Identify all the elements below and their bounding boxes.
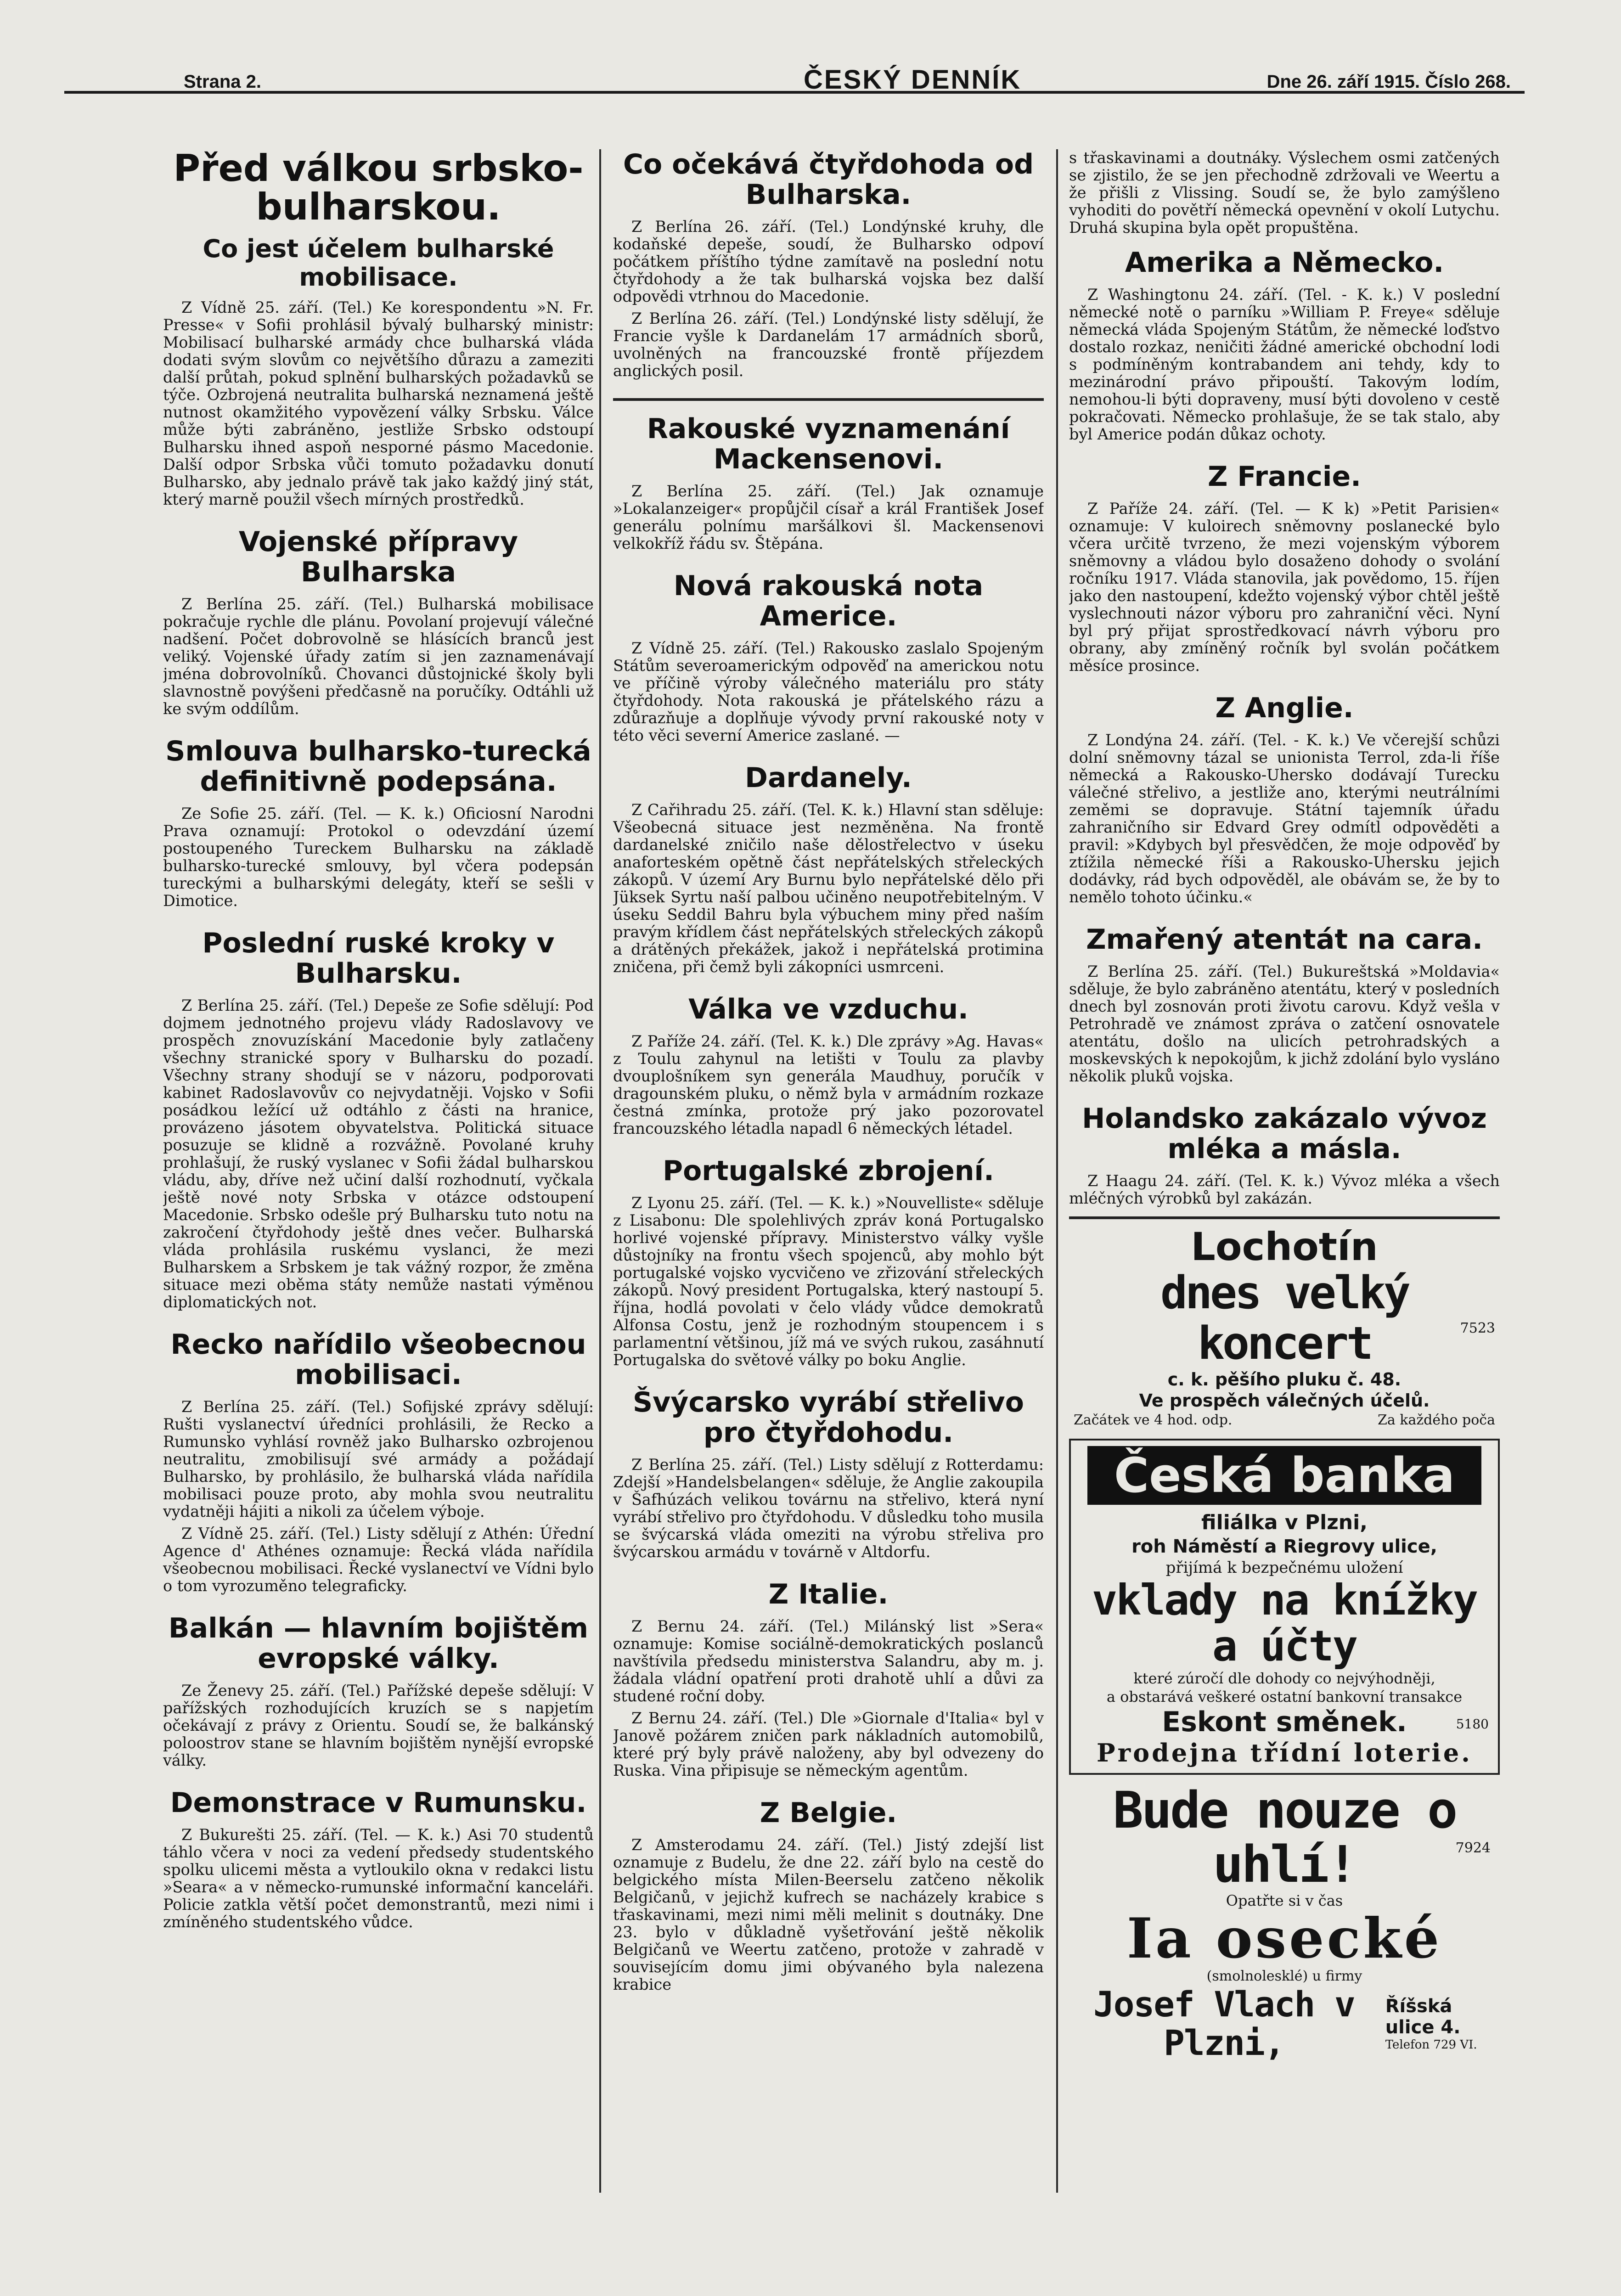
article bbox=[163, 1613, 594, 1769]
ad-firm-row bbox=[1069, 1985, 1500, 2062]
article-body: Z Bernu 24. září. (Tel.) Dle »Giornale d'Italia« byl v Janově požárem zničen park nákladních automobilů, které prý byly právě naloženy, aby byl odvezeny do Ruska. Vina připisuje se německým agentům. bbox=[613, 1709, 1044, 1779]
article bbox=[613, 571, 1044, 744]
article-headline: Švýcarsko vyrábí střelivo pro čtyřdohodu. bbox=[632, 1386, 1024, 1449]
article bbox=[1069, 461, 1500, 675]
article bbox=[613, 763, 1044, 976]
article bbox=[163, 1788, 594, 1931]
article bbox=[1069, 248, 1500, 443]
article-body: Ze Sofie 25. září. (Tel. — K. k.) Oficiosní Narodni Prava oznamují: Protokol o odevzdání území postoupeného Tureckem Bulharsku na základě bulharsko-turecké smlouvy, byl včera podepsán tureckými a bulharskými delegáty, kteří se sešli v Dimotice. bbox=[163, 805, 594, 910]
article-body: Ze Ženevy 25. září. (Tel.) Pařížské depeše sdělují: V pařížských rozhodujících kruzích se s napjetím očekávají z právy z Orientu. Soudí se, že balkánský poloostrov stane se hlavním bojištěm nynější evropské války. bbox=[163, 1682, 594, 1769]
article-body: Z Cařihradu 25. září. (Tel. K. k.) Hlavní stan sděluje: Všeobecná situace jest nezměněna. Na frontě dardanelské zničilo naše dělostřelectvo v úseku anaforteském opětně část nepřátelských střeleckých zákopů. V území Ary Burnu bylo nepřátelské dělo při Jüksek Syrtu naší palbou učiněno neupotřebitelným. V úseku Seddil Bahru byla výbuchem miny před naším pravým křídlem část nepřátelských střeleckých zákopů a drátěných překážek, jakož i nepřátelská protimina zničena, při čemž byli zákopníci usmrceni. bbox=[613, 801, 1044, 976]
ad-title: Česká banka bbox=[1087, 1446, 1481, 1505]
article-body: Z Berlína 25. září. (Tel.) Sofijské zprávy sdělují: Rušti vyslanectví úředníci prohlásili, že Recko a Rumunsko vyhlásí rovněž jako Bulharsko ozbrojenou neutralitu, zmobilisují své armády a požádají Bulharsko, by prohlásilo, že bulharská vláda nařídila mobilisaci pouze proto, aby mohla svou neutralitu vydatněji hájiti a nikoli za účelem výboje. bbox=[163, 1398, 594, 1520]
article-body: Z Bernu 24. září. (Tel.) Milánský list »Sera« oznamuje: Komise sociálně-demokratických poslanců navštívila předsedu ministerstva Salandru, aby m. j. žádala vládní opatření proti drahotě uhlí a důvi za studené roční doby. bbox=[613, 1617, 1044, 1705]
article-headline: Co očekává čtyřdohoda od Bulharska. bbox=[623, 149, 1034, 211]
ad-buy: Opatřte si v čas bbox=[1226, 1892, 1343, 1909]
article-subheadline: Co jest účelem bulharské mobilisace. bbox=[203, 234, 554, 292]
issue-date: Dne 26. září 1915. Číslo 268. bbox=[1266, 72, 1511, 92]
article-headline: Balkán — hlavním bojištěm evropské války. bbox=[168, 1612, 589, 1675]
article bbox=[613, 414, 1044, 552]
ad-headline: vklady na knížky a účty bbox=[1092, 1576, 1477, 1671]
article-body: Z Washingtonu 24. září. (Tel. - K. k.) V poslední německé notě o parníku »William P. Freye« sděluje německá vláda Spojeným Státům, že německé loďstvo dostalo rozkaz, neničiti žádné americké obchodní lodi s podmíněným kontrabandem ani tehdy, kdy to mezinárodní právo připouští. Takovým lodím, nemohou-li býti dopraveny, musí býti dovoleno v cestě pokračovati. Německo prohlašuje, že se tak stalo, aby byl Americe podán důkaz ochoty. bbox=[1069, 286, 1500, 443]
article-headline: Zmařený atentát na cara. bbox=[1086, 923, 1483, 956]
column-rule bbox=[1056, 149, 1058, 2193]
advertisement-concert bbox=[1069, 1226, 1500, 1429]
article-headline: Demonstrace v Rumunsku. bbox=[170, 1787, 587, 1819]
ad-rate: které zúročí dle dohody co nejvýhodněji, bbox=[1133, 1670, 1435, 1687]
column-1 bbox=[163, 149, 594, 2193]
column-rule bbox=[599, 149, 601, 2193]
article-body: Z Haagu 24. září. (Tel. K. k.) Vývoz mléka a všech mléčných výrobků byl zakázán. bbox=[1069, 1172, 1500, 1207]
article-headline: Dardanely. bbox=[745, 762, 912, 794]
ad-address: roh Náměstí a Riegrovy ulice, bbox=[1131, 1536, 1437, 1557]
article-headline: Holandsko zakázalo vývoz mléka a másla. bbox=[1082, 1103, 1487, 1165]
article-body: s třaskavinami a doutnáky. Výslechem osmi zatčených se zjistilo, že se jen přechodně zdržovali ve Weertu a že přišli z Vlissing. Soudí se, že bylo zamýšleno vyhoditi do povětří německá opevnění v okolí Lutychu. Druhá skupina byla opět propuštěna. bbox=[1069, 149, 1500, 236]
article bbox=[163, 928, 594, 1311]
article bbox=[163, 736, 594, 910]
article-headline: Z Belgie. bbox=[760, 1797, 897, 1829]
article-body: Z Vídně 25. září. (Tel.) Listy sdělují z Athén: Úřední Agence d' Athénes oznamuje: Řecká vláda nařídila všeobecnou mobilisaci. Řecké vyslanectví ve Vídni bylo o tom vyrozuměno telegraficky. bbox=[163, 1525, 594, 1595]
masthead bbox=[64, 36, 1525, 94]
ad-contact bbox=[1385, 1996, 1500, 2052]
article-headline: Z Francie. bbox=[1208, 461, 1361, 493]
article-body: Z Bukurešti 25. září. (Tel. — K. k.) Asi 70 studentů táhlo včera v noci za vedení předsedy studentského spolku ulicemi města a vytloukilo okna v redakci listu »Seara« a v německo-rumunské informační kanceláři. Policie zatkla větší počet demonstrantů, mezi nimi i zmíněného studentského vůdce. bbox=[163, 1826, 594, 1931]
article bbox=[613, 1579, 1044, 1779]
ad-number: 7924 bbox=[1455, 1840, 1491, 1856]
ad-firm: Josef Vlach v Plzni, bbox=[1093, 1984, 1355, 2063]
article-headline: Amerika a Německo. bbox=[1125, 247, 1444, 279]
ad-number: 5180 bbox=[1456, 1716, 1489, 1732]
newspaper-title: ČESKÝ DENNÍK bbox=[804, 65, 1022, 95]
ad-title: Lochotín bbox=[1191, 1224, 1378, 1269]
ad-product: Ia osecké bbox=[1126, 1906, 1442, 1971]
article bbox=[1069, 693, 1500, 906]
ad-transactions: a obstarává veškeré ostatní bankovní transakce bbox=[1106, 1688, 1463, 1705]
ad-lottery: Prodejna třídní loterie. bbox=[1097, 1738, 1472, 1767]
advertisement-bank bbox=[1069, 1439, 1500, 1775]
column-3 bbox=[1069, 149, 1500, 2193]
column-2 bbox=[613, 149, 1044, 2193]
article-headline: Poslední ruské kroky v Bulharsku. bbox=[202, 927, 555, 990]
article-headline: Vojenské přípravy Bulharska bbox=[238, 526, 518, 588]
article bbox=[163, 149, 594, 508]
ad-price: Za každého poča bbox=[1378, 1412, 1495, 1428]
page-number: Strana 2. bbox=[184, 72, 261, 92]
article-headline: Válka ve vzduchu. bbox=[688, 993, 968, 1025]
ad-headline: dnes velký koncert bbox=[1160, 1267, 1408, 1370]
article-headline: Portugalské zbrojení. bbox=[663, 1155, 994, 1187]
article bbox=[1069, 149, 1500, 236]
article bbox=[613, 1387, 1044, 1561]
article-body: Z Berlína 26. září. (Tel.) Londýnské kruhy, dle kodaňské depeše, soudí, že Bulharsko odpoví počátkem příštího týdne zamítavě na poslední notu čtyřdohody a že tak bulharská vojska bez další odpovědi vtrhnou do Macedonie. bbox=[613, 218, 1044, 305]
section-divider bbox=[1069, 1216, 1500, 1219]
article-body: Z Amsterodamu 24. září. (Tel.) Jistý zdejší list oznamuje z Budelu, že dne 22. září bylo na cestě do belgického místa Milen-Beerselu zatčeno několik Belgičanů, v jejichž kufrech se nacházely krabice s třaskavinami, mezi nimi měli melinit s doutnáky. Dne 23. bylo v důkladně vyšetřování ještě několik Belgičanů ve Weertu zatčeno, protože v zahradě v souvisejícím domu jimi obývaného byla nalezena krabice bbox=[613, 1836, 1044, 1993]
article-headline: Smlouva bulharsko-turecká definitivně podepsána. bbox=[165, 735, 591, 798]
article-body: Z Paříže 24. září. (Tel. — K k) »Petit Parisien« oznamuje: V kuloirech sněmovny poslanecké bylo včera určitě tvrzeno, že mezi vojenským výborem sněmovny a vládou bylo dosaženo dohody o svolání ročníku 1917. Vláda stanovila, jak povědomo, 15. říjen jako den nastoupení, kdežto vojenský výbor chtěl ještě vyslechnouti názor výboru pro zahraniční věci. Nyní byl prý přijat sprostředkovací návrh výboru pro obrany, aby zmíněný ročník byl svolán počátkem měsíce prosince. bbox=[1069, 500, 1500, 675]
ad-kind: (smolnolesklé) u firmy bbox=[1206, 1968, 1362, 1984]
article-body: Z Vídně 25. září. (Tel.) Rakousko zaslalo Spojeným Státům severoamerickým odpověď na americkou notu ve příčině výroby válečného materiálu pro státy čtyřdohody. Nota rakouská je přátelského rázu a zdůrazňuje a doplňuje vývody první rakouské noty v této věci severní Americe zaslané. — bbox=[613, 639, 1044, 744]
article-body: Z Berlína 25. září. (Tel.) Listy sdělují z Rotterdamu: Zdejší »Handelsbelangen« sděluje, že Anglie zakoupila v Šafhúzách velikou továrnu na střelivo, která nyní vyrábí střelivo pro čtyřdohodu. V důsledku toho musila se švýcarská vláda omeziti na výrobu střeliva pro švýcarskou armádu v továrně v Altdorfu. bbox=[613, 1456, 1044, 1561]
advertisement-coal bbox=[1069, 1783, 1500, 2062]
article bbox=[1069, 1103, 1500, 1207]
article bbox=[163, 1329, 594, 1595]
ad-accepts: přijímá k bezpečnému uložení bbox=[1165, 1559, 1403, 1577]
article-headline: Z Italie. bbox=[768, 1578, 889, 1610]
article-body: Z Berlína 25. září. (Tel.) Bulharská mobilisace pokračuje rychle dle plánu. Povolaní projevují válečné nadšení. Počet dobrovolně se hlásících branců jest veliký. Vojenské úřady zatím si jen zaznamenávají jména dobrovolníků. Chovanci důstojnické školy byli slavnostně povýšeni předčasně na poručíky. Odtáhli už ke svým oddílům. bbox=[163, 595, 594, 718]
section-divider bbox=[613, 398, 1044, 401]
article bbox=[613, 994, 1044, 1137]
article-body: Z Berlína 25. září. (Tel.) Bukureštská »Moldavia« sděluje, že bylo zabráněno atentátu, který v posledních dnech byl zosnován proti životu carovu. Když vešla v Petrohradě ve známost zpráva o zatčení osnovatele atentátu, došlo na ulicích petrohradských a moskevských k nepokojům, k jichž zdolání bylo vysláno několik pluků vojska. bbox=[1069, 962, 1500, 1085]
article-body: Z Vídně 25. září. (Tel.) Ke korespondentu »N. Fr. Presse« v Sofii prohlásil bývalý bulharský ministr: Mobilisací bulharské armády chce bulharská vláda dodati svým slovům co největšího důrazu a zameziti další průtah, pokud splnění bulharských požadavků se týče. Ozbrojená neutralita bulharská neznamená ještě nutnost okamžitého vypovězení války Srbsku. Válce může býti zabráněno, jestliže Srbsko odstoupí Bulharsku ihned aspoň nesporné pásmo Macedonie. Další odpor Srbska vůči tomuto požadavku donutí Bulharsko, aby jednalo právě tak jako každý jiný stát, který marně použil všech mírných prostředků. bbox=[163, 298, 594, 508]
ad-street: Říšská ulice 4. bbox=[1385, 1996, 1461, 2038]
ad-purpose: Ve prospěch válečných účelů. bbox=[1139, 1390, 1430, 1411]
article bbox=[1069, 924, 1500, 1085]
ad-start: Začátek ve 4 hod. odp. bbox=[1074, 1412, 1233, 1428]
article-body: Z Berlína 26. září. (Tel.) Londýnské listy sdělují, že Francie vyšle k Dardanelám 17 armádních sborů, uvolněných na francouzské frontě příjezdem anglických posil. bbox=[613, 310, 1044, 380]
article-body: Z Berlína 25. září. (Tel.) Jak oznamuje »Lokalanzeiger« propůjčil císař a král František Josef generálu polnímu maršálkovi šl. Mackensenovi velkokříž řádu sv. Štěpána. bbox=[613, 482, 1044, 552]
article bbox=[613, 149, 1044, 380]
article-headline: Před válkou srbsko-bulharskou. bbox=[173, 149, 584, 228]
article bbox=[613, 1798, 1044, 1993]
article-body: Z Berlína 25. září. (Tel.) Depeše ze Sofie sdělují: Pod dojmem jednotného projevu vlády Radoslavovy ve prospěch znovuzískání Macedonie byly zatlačeny všechny stranické spory v Bulharsku do pozadí. Všechny strany shodují se v názoru, podporovati kabinet Radoslavovův co nejvydatněji. Vojsko v Sofii posádkou ležící už odtáhlo z části na hranice, provázeno jásotem obyvatelstva. Politická situace posuzuje se klidně a rozvážně. Povolané kruhy prohlašují, že ruský vyslanec v Sofii žádal bulharskou vládu, aby, dříve než učiní další rozhodnutí, vyčkala ještě nové noty Srbska v otázce odstoupení Macedonie. Srbsko odešle prý Bulharsku tuto notu na zakročení čtyřdohody ještě dnes večer. Bulharská vláda prohlásila ruskému vyslanci, že mezi Bulharskem a Srbskem je tak vážný rozpor, že změna situace mezi oběma státy nemůže nastati výměnou diplomatických not. bbox=[163, 996, 594, 1311]
article-body: Z Lyonu 25. září. (Tel. — K. k.) »Nouvelliste« sděluje z Lisabonu: Dle spolehlivých zpráv koná Portugalsko horlivé vojenské přípravy. Ministerstvo války vyšle důstojníky na frontu všech spojenců, aby mohlo být portugalské vojsko vycvičeno ve zřizování střeleckých zákopů. Nový president Portugalska, který nastoupí 5. října, hodlá povolati v čelo vlády vůdce demokratů Alfonsa Costu, jenž je rozhodným stoupencem i s parlamentní většinou, jíž má ve svých rukou, zasáhnutí Portugalska do světové války po boku Anglie. bbox=[613, 1194, 1044, 1369]
article-headline: Nová rakouská nota Americe. bbox=[673, 570, 984, 632]
ad-eskont: Eskont směnek. bbox=[1162, 1706, 1407, 1738]
ad-number: 7523 bbox=[1460, 1320, 1495, 1336]
article bbox=[163, 527, 594, 718]
ad-band: c. k. pěšího pluku č. 48. bbox=[1167, 1369, 1401, 1390]
ad-branch: filiálka v Plzni, bbox=[1201, 1511, 1368, 1534]
article-headline: Recko nařídilo všeobecnou mobilisaci. bbox=[170, 1328, 586, 1391]
ad-phone: Telefon 729 VI. bbox=[1385, 2038, 1477, 2052]
ad-footer bbox=[1069, 1411, 1500, 1429]
article-body: Z Londýna 24. září. (Tel. - K. k.) Ve včerejší schůzi dolní sněmovny tázal se unionista Terrol, zda-li říše německá a Rakousko-Uhersko dodávají Turecku válečné střelivo, a jestliže ano, kterými neutrálními zeměmi se dopravuje. Státní tajemník úřadu zahraničního sir Edvard Grey odmítl odpověděti a pravil: »Kdybych byl přesvědčen, že moje odpověď by ztížila německé říši a Rakousko-Uhersku jejich dodávky, rád bych odpověděl, ale obávám se, že by to nemělo tohoto účinku.« bbox=[1069, 731, 1500, 906]
article bbox=[613, 1156, 1044, 1369]
article-headline: Z Anglie. bbox=[1215, 692, 1354, 724]
article-body: Z Paříže 24. září. (Tel. K. k.) Dle zprávy »Ag. Havas« z Toulu zahynul na letišti v Toulu za plavby dvouplošníkem syn generála Maudhuy, poručík v dragounském pluku, o němž byla v armádním rozkaze čestná zmínka, protože prý jako pozorovatel francouzského létadla napadl 6 německých létadel. bbox=[613, 1032, 1044, 1137]
ad-headline: Bude nouze o uhlí! bbox=[1113, 1781, 1456, 1894]
article-headline: Rakouské vyznamenání Mackensenovi. bbox=[647, 413, 1010, 475]
